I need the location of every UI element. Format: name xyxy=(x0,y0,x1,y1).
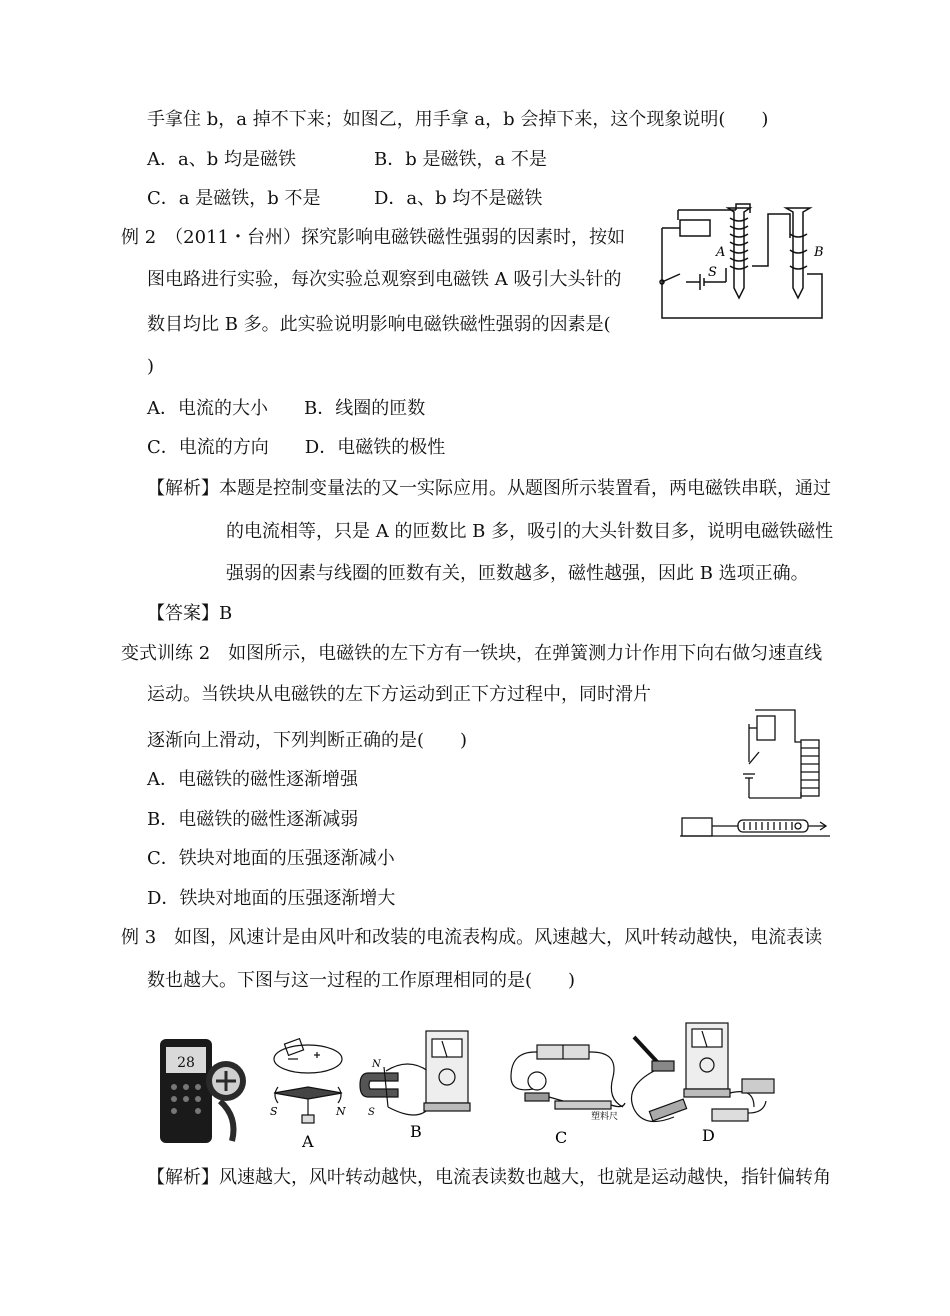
ex3-analysis: 【解析】风速越大，风叶转动越快，电流表读数也越大，也就是运动越快，指针偏转角 xyxy=(147,1167,831,1188)
option-b-label: B xyxy=(410,1122,422,1141)
var2-electromagnet-diagram xyxy=(735,702,825,814)
ex2-line-4: ) xyxy=(147,356,155,377)
ex3-line-1: 例 3 如图，风速计是由风叶和改装的电流表构成。风速越大，风叶转动越快，电流表读 xyxy=(121,927,823,948)
magnet-a-label: A xyxy=(716,245,726,260)
ex2-line-3: 数目均比 B 多。此实验说明影响电磁铁磁性强弱的因素是( xyxy=(147,314,611,335)
option-a-diagram xyxy=(264,1037,354,1151)
q1-option-b: B．b 是磁铁，a 不是 xyxy=(374,149,547,170)
anemometer-image xyxy=(152,1037,250,1149)
switch-label: S xyxy=(708,265,717,280)
ex2-analysis-1: 【解析】本题是控制变量法的又一实际应用。从题图所示装置看，两电磁铁串联，通过 xyxy=(147,478,831,499)
ex2-line-1: 例 2 （2011・台州）探究影响电磁铁磁性强弱的因素时，按如 xyxy=(121,227,625,248)
option-a-s-label: S xyxy=(270,1105,278,1118)
option-d-label: D xyxy=(702,1126,715,1145)
var2-option-c: C．铁块对地面的压强逐渐减小 xyxy=(147,848,395,869)
magnet-b-label: B xyxy=(814,245,824,260)
var2-option-a: A．电磁铁的磁性逐渐增强 xyxy=(147,769,358,790)
anemometer-reading: 28 xyxy=(177,1055,195,1071)
ex2-analysis-2: 的电流相等，只是 A 的匝数比 B 多，吸引的大头针数目多，说明电磁铁磁性 xyxy=(226,521,834,542)
ex2-circuit-diagram xyxy=(640,198,840,326)
q1-stem-end: 手拿住 b，a 掉不下来；如图乙，用手拿 a，b 会掉下来，这个现象说明( ) xyxy=(147,109,769,130)
var2-line-2: 运动。当铁块从电磁铁的左下方运动到正下方过程中，同时滑片 xyxy=(147,684,651,705)
var2-iron-block-spring-scale xyxy=(680,810,830,844)
ex2-analysis-3: 强弱的因素与线圈的匝数有关，匝数越多，磁性越强，因此 B 选项正确。 xyxy=(226,563,809,584)
q1-option-c: C．a 是磁铁，b 不是 xyxy=(147,188,321,209)
q1-option-d: D．a、b 均不是磁铁 xyxy=(374,188,543,209)
option-c-ruler-label: 塑料尺 xyxy=(591,1112,619,1122)
option-d-diagram xyxy=(614,1017,784,1151)
var2-option-b: B．电磁铁的磁性逐渐减弱 xyxy=(147,809,359,830)
option-c-label: C xyxy=(555,1128,568,1147)
svg-text:S: S xyxy=(368,1107,375,1118)
svg-text:N: N xyxy=(372,1059,381,1070)
ex2-options-ab: A．电流的大小 B．线圈的匝数 xyxy=(147,398,426,419)
ex3-line-2: 数也越大。下图与这一过程的工作原理相同的是( ) xyxy=(147,970,576,991)
ex2-line-2: 图电路进行实验，每次实验总观察到电磁铁 A 吸引大头针的 xyxy=(147,269,622,290)
var2-line-1: 变式训练 2 如图所示，电磁铁的左下方有一铁块，在弹簧测力计作用下向右做匀速直线 xyxy=(121,643,823,664)
option-a-label: A xyxy=(302,1132,314,1151)
var2-line-3: 逐渐向上滑动，下列判断正确的是( ) xyxy=(147,730,468,751)
ex2-answer: 【答案】B xyxy=(147,603,233,624)
q1-option-a: A．a、b 均是磁铁 xyxy=(147,149,296,170)
option-a-n-label: N xyxy=(336,1105,346,1118)
option-b-diagram xyxy=(358,1027,478,1151)
var2-option-d: D．铁块对地面的压强逐渐增大 xyxy=(147,888,396,909)
ex2-options-cd: C．电流的方向 D．电磁铁的极性 xyxy=(147,437,446,458)
